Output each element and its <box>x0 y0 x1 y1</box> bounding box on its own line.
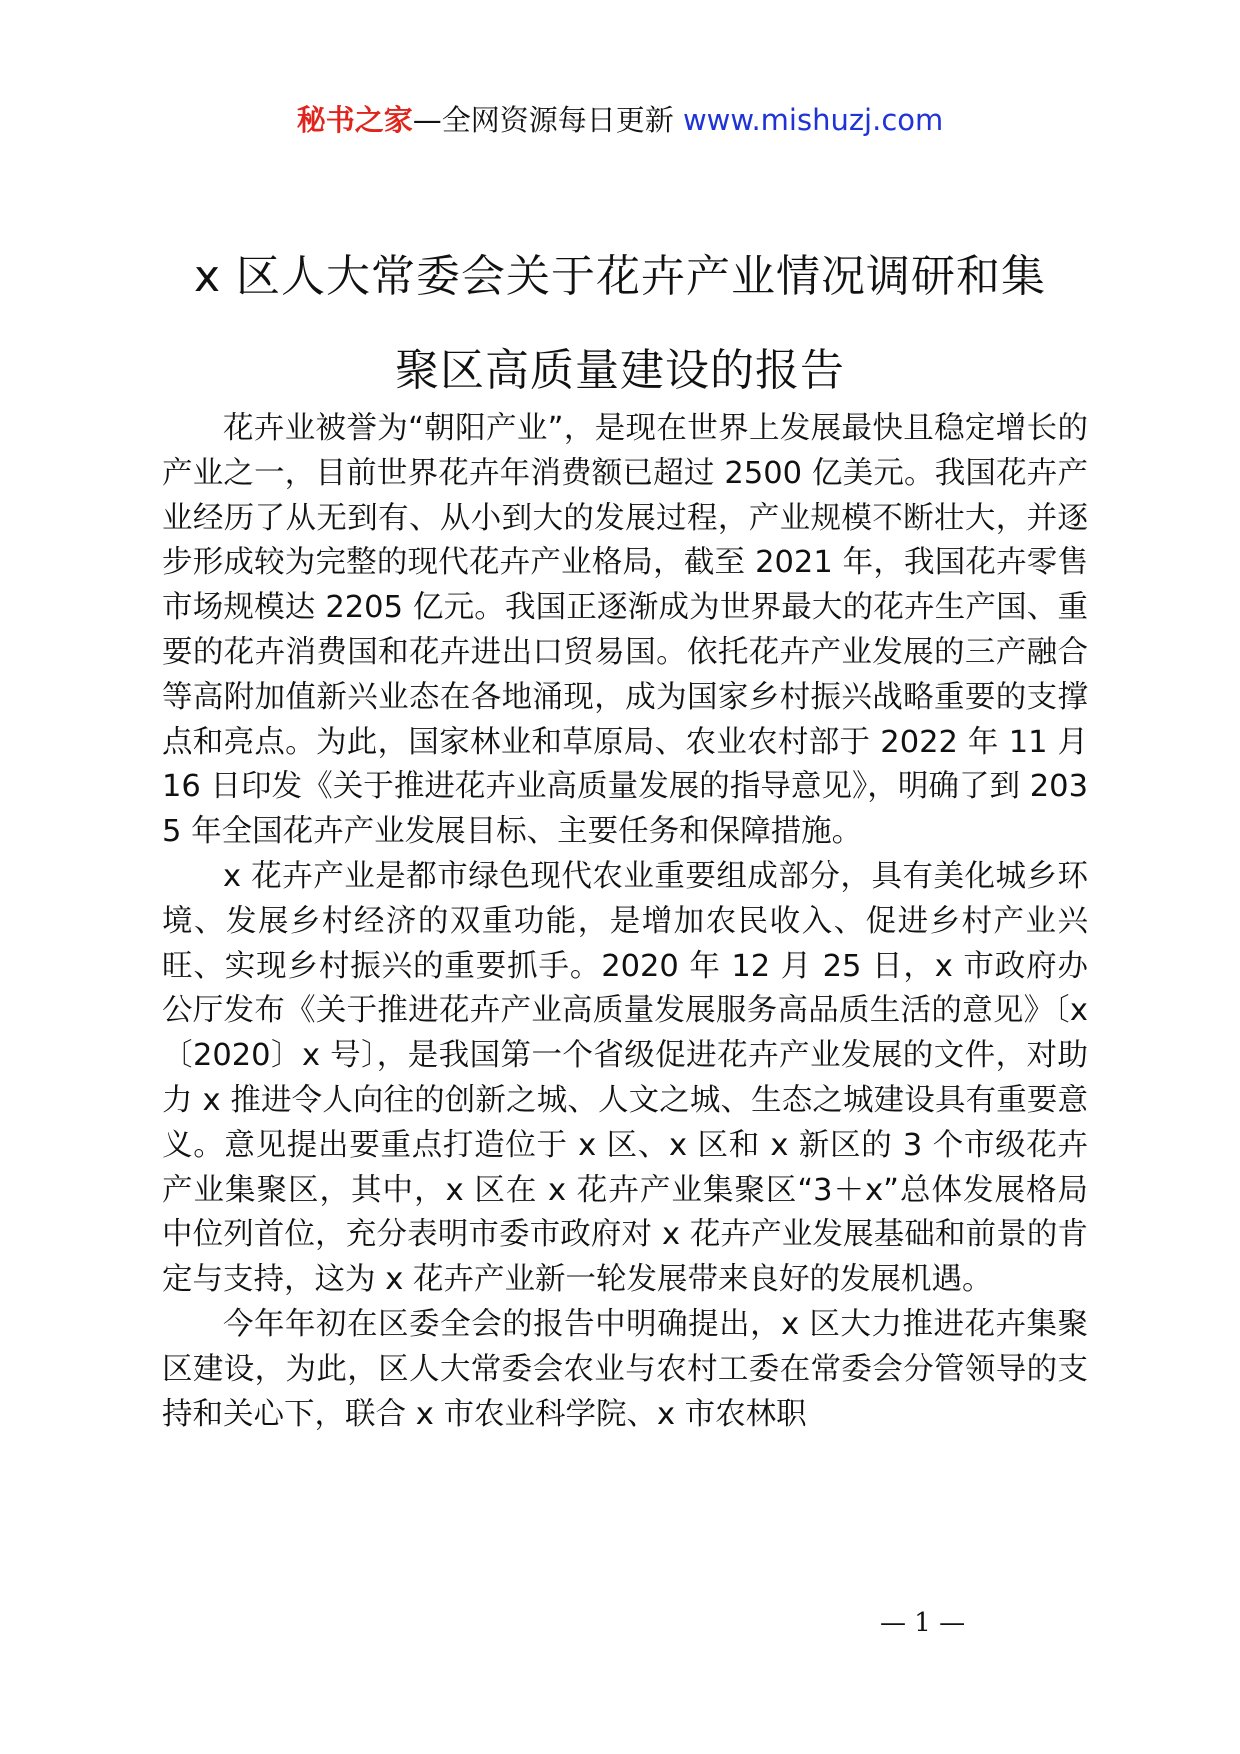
site-slogan: —全网资源每日更新 <box>412 103 674 137</box>
document-title <box>130 230 1110 418</box>
site-url-link[interactable]: www.mishuzj.com <box>682 103 944 137</box>
site-brand: 秘书之家 <box>296 103 413 137</box>
page-number: — 1 — <box>880 1608 966 1638</box>
document-title-line-2: 聚区高质量建设的报告 <box>395 345 845 396</box>
document-title-line-1: x 区人大常委会关于花卉产业情况调研和集 <box>193 251 1047 302</box>
paragraph-1: 花卉业被誉为“朝阳产业”，是现在世界上发展最快且稳定增长的产业之一，目前世界花卉年消费额已超过 2500 亿美元。我国花卉产业经历了从无到有、从小到大的发展过程，产业规模不断壮大，并逐步形成较为完整的现代花卉产业格局，截至 2021 年，我国花卉零售市场规模达 2205 亿元。我国正逐渐成为世界最大的花卉生产国、重要的花卉消费国和花卉进出口贸易国。依托花卉产业发展的三产融合等高附加值新兴业态在各地涌现，成为国家乡村振兴战略重要的支撑点和亮点。为此，国家林业和草原局、农业农村部于 2022 年 11 月 16 日印发《关于推进花卉业高质量发展的指导意见》，明确了到 2035 年全国花卉产业发展目标、主要任务和保障措施。 <box>162 411 1088 850</box>
site-header <box>0 100 1240 140</box>
document-body <box>162 407 1088 1437</box>
paragraph-2: x 花卉产业是都市绿色现代农业重要组成部分，具有美化城乡环境、发展乡村经济的双重功能，是增加农民收入、促进乡村产业兴旺、实现乡村振兴的重要抓手。2020 年 12 月 25 日，x 市政府办公厅发布《关于推进花卉产业高质量发展服务高品质生活的意见》〔x〔2020〕x 号〕，是我国第一个省级促进花卉产业发展的文件，对助力 x 推进令人向往的创新之城、人文之城、生态之城建设具有重要意义。意见提出要重点打造位于 x 区、x 区和 x 新区的 3 个市级花卉产业集聚区，其中，x 区在 x 花卉产业集聚区“3＋x”总体发展格局中位列首位，充分表明市委市政府对 x 花卉产业发展基础和前景的肯定与支持，这为 x 花卉产业新一轮发展带来良好的发展机遇。 <box>162 858 1088 1298</box>
paragraph-3: 今年年初在区委全会的报告中明确提出，x 区大力推进花卉集聚区建设，为此，区人大常委会农业与农村工委在常委会分管领导的支持和关心下，联合 x 市农业科学院、x 市农林职 <box>162 1306 1088 1432</box>
